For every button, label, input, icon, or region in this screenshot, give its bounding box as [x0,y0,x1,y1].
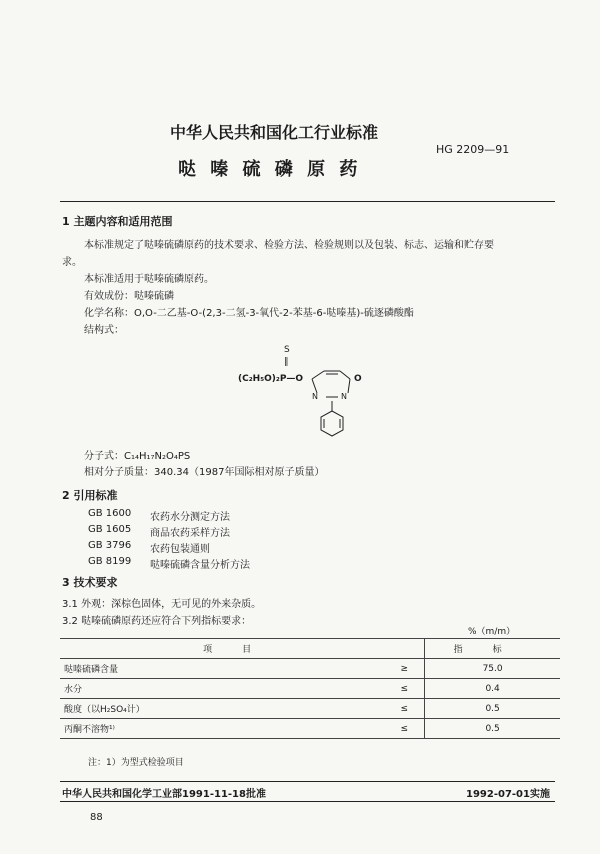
row-operator: ≤ [384,719,425,739]
table-row [60,659,560,679]
table-row [60,679,560,699]
ref-code: GB 1600 [88,508,132,519]
ester-group: (C₂H₅O)₂P—O [238,374,304,384]
spec-table [60,638,560,739]
ref-code: GB 3796 [88,540,132,551]
section-2-heading: 2 引用标准 [62,489,118,502]
table-header [60,639,560,659]
ref-title: 哒嗪硫磷含量分析方法 [150,560,250,571]
ref-title: 农药包装通则 [150,544,210,555]
nitrogen-1: N [312,392,318,401]
row-value: 0.5 [425,699,560,719]
row-name: 酸度（以H₂SO₄计） [60,699,384,719]
unit-label: %（m/m） [468,627,516,637]
carbonyl-oxygen: O [354,374,362,384]
sulfur-atom: S [284,345,290,355]
column-header-item: 项目 [60,639,425,659]
row-operator: ≤ [384,699,425,719]
row-value: 0.4 [425,679,560,699]
row-name: 丙酮不溶物¹⁾ [60,719,384,739]
row-name: 哒嗪硫磷含量 [60,659,384,679]
section-1-para-2: 本标准适用于哒嗪硫磷原药。 [84,274,214,285]
ref-code: GB 8199 [88,556,132,567]
footer-rule-lower [60,801,555,802]
section-1-heading: 1 主题内容和适用范围 [62,215,173,228]
table-row [60,719,560,739]
nitrogen-2: N [341,392,347,401]
row-operator: ≤ [384,679,425,699]
standard-code: HG 2209—91 [436,143,510,156]
document-title: 哒 嗪 硫 磷 原 药 [178,159,362,180]
pyridazinone-ring [200,345,400,440]
requirement-3-2: 3.2 哒嗪硫磷原药还应符合下列指标要求： [62,616,252,627]
table-note: 注：1）为型式检验项目 [88,758,184,768]
approval-line: 中华人民共和国化学工业部1991-11-18批准 [62,789,266,800]
section-1-para-1: 本标准规定了哒嗪硫磷原药的技术要求、检验方法、检验规则以及包装、标志、运输和贮存要 [84,240,494,251]
active-ingredient: 有效成份：哒嗪硫磷 [84,291,174,302]
page-number: 88 [90,812,103,823]
row-value: 75.0 [425,659,560,679]
section-1-para-1-cont: 求。 [62,257,82,268]
table-row [60,699,560,719]
chemical-name: 化学名称：O,O-二乙基-O-(2,3-二氢-3-氧代-2-苯基-6-哒嗪基)-硫逐磷酸酯 [84,308,414,319]
ref-title: 商品农药采样方法 [150,528,230,539]
row-operator: ≥ [384,659,425,679]
molecular-formula: 分子式：C₁₄H₁₇N₂O₄PS [84,451,191,462]
effective-date: 1992-07-01实施 [466,789,550,800]
structure-label: 结构式： [84,325,124,336]
molecular-weight: 相对分子质量：340.34（1987年国际相对原子质量） [84,467,325,478]
requirement-3-1: 3.1 外观：深棕色固体，无可见的外来杂质。 [62,599,262,610]
ref-code: GB 1605 [88,524,132,535]
issuing-body: 中华人民共和国化工行业标准 [170,123,379,142]
structural-formula [200,345,400,440]
section-3-heading: 3 技术要求 [62,576,118,589]
ref-title: 农药水分测定方法 [150,512,230,523]
column-header-index: 指标 [425,639,560,659]
row-value: 0.5 [425,719,560,739]
double-bond-mark: ‖ [284,357,289,367]
footer-rule [60,781,555,782]
row-name: 水分 [60,679,384,699]
header-rule [60,201,555,202]
